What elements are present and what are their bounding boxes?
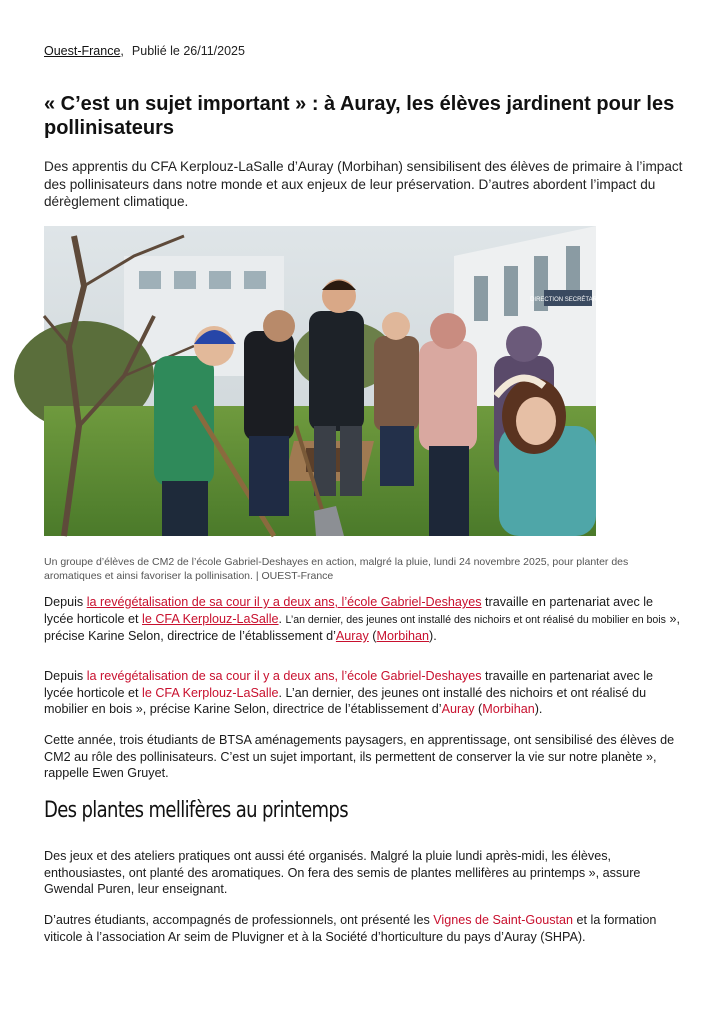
meta-separator: , [120, 44, 124, 58]
paragraph-3: Cette année, trois étudiants de BTSA aménagements paysagers, en apprentissage, ont sensibilisé des élèves de CM2 au rôle des pollinisateurs. C’est un sujet important, ils permettent de conserver la vie sur notre planète », rappelle Ewen Gruyet. [44, 733, 675, 780]
p2-text-1: Depuis [44, 669, 87, 683]
link-auray-2[interactable]: Auray [441, 702, 475, 716]
link-revegetalisation[interactable]: la revégétalisation de sa cour il y a deux ans, l’école Gabriel-Deshayes [86, 595, 482, 609]
p2-text-4: ( [474, 702, 483, 716]
paragraph-2 [44, 668, 684, 718]
paragraph-5 [44, 912, 684, 945]
p2-text-2: travaille en partenariat avec le lycée horticole et [44, 669, 654, 700]
p5-text-1: D’autres étudiants, accompagnés de professionnels, ont présenté les [44, 913, 434, 927]
source-link[interactable]: Ouest-France [44, 44, 121, 58]
article-photo [44, 226, 606, 536]
p1-text-2: travaille en partenariat avec le lycée horticole et [44, 595, 654, 626]
p2-text-5: ). [534, 702, 543, 716]
article-meta [44, 44, 245, 58]
p1-text-6: ). [429, 629, 437, 643]
p2-text-3: . L’an dernier, des jeunes ont installé des nichoirs et ont réalisé du mobilier en bois », précise Karine Selon, directrice de l’établissement d’ [44, 685, 647, 716]
link-vignes-saint-goustan[interactable]: Vignes de Saint-Goustan [433, 913, 574, 927]
paragraph-1 [44, 594, 684, 645]
link-auray[interactable]: Auray [335, 629, 369, 643]
p1-text-3: . [278, 611, 286, 626]
direction-sign-text: DIRECTION SECRÉTARIAT [530, 297, 606, 303]
link-morbihan[interactable]: Morbihan [376, 629, 430, 643]
paragraph-4: Des jeux et des ateliers pratiques ont aussi été organisés. Malgré la pluie lundi après-midi, les élèves, enthousiastes, ont planté des aromatiques. On fera des semis de plantes mellifères au printemps », assure Gwendal Puren, leur enseignant. [44, 849, 641, 896]
link-cfa-kerplouz[interactable]: le CFA Kerplouz-LaSalle [142, 611, 279, 626]
p5-text-2: et la formation viticole à l’association Ar seim de Pluvigner et à la Société d’horticulture du pays d’Auray (SHPA). [44, 913, 657, 944]
photo-caption: Un groupe d’élèves de CM2 de l’école Gabriel-Deshayes en action, malgré la pluie, lundi 24 novembre 2025, pour planter des aromatiques et ainsi favoriser la pollinisation. | OUEST-France [44, 556, 629, 582]
article-lede: Des apprentis du CFA Kerplouz-LaSalle d’Auray (Morbihan) sensibilisent des élèves de primaire à l’impact des pollinisateurs dans notre monde et aux enjeux de leur préservation. D’autres abordent l’impact du dérèglement climatique. [44, 159, 683, 209]
publish-date: Publié le 26/11/2025 [131, 44, 245, 58]
link-morbihan-2[interactable]: Morbihan [482, 702, 535, 716]
p1-text-5: ( [368, 629, 377, 643]
p1-text-1: Depuis [44, 595, 87, 609]
section-subheading: Des plantes mellifères au printemps [44, 798, 348, 823]
article-title: « C’est un sujet important » : à Auray, les élèves jardinent pour les pollinisateurs [44, 93, 675, 139]
link-cfa-kerplouz-2[interactable]: le CFA Kerplouz-LaSalle [142, 685, 279, 700]
p1-small-text: L’an dernier, des jeunes ont installé des nichoirs et ont réalisé du mobilier en bois [285, 613, 666, 626]
p1-text-4: », précise Karine Selon, directrice de l’établissement d’ [44, 611, 680, 643]
link-revegetalisation-2[interactable]: la revégétalisation de sa cour il y a deux ans, l’école Gabriel-Deshayes [86, 669, 482, 683]
